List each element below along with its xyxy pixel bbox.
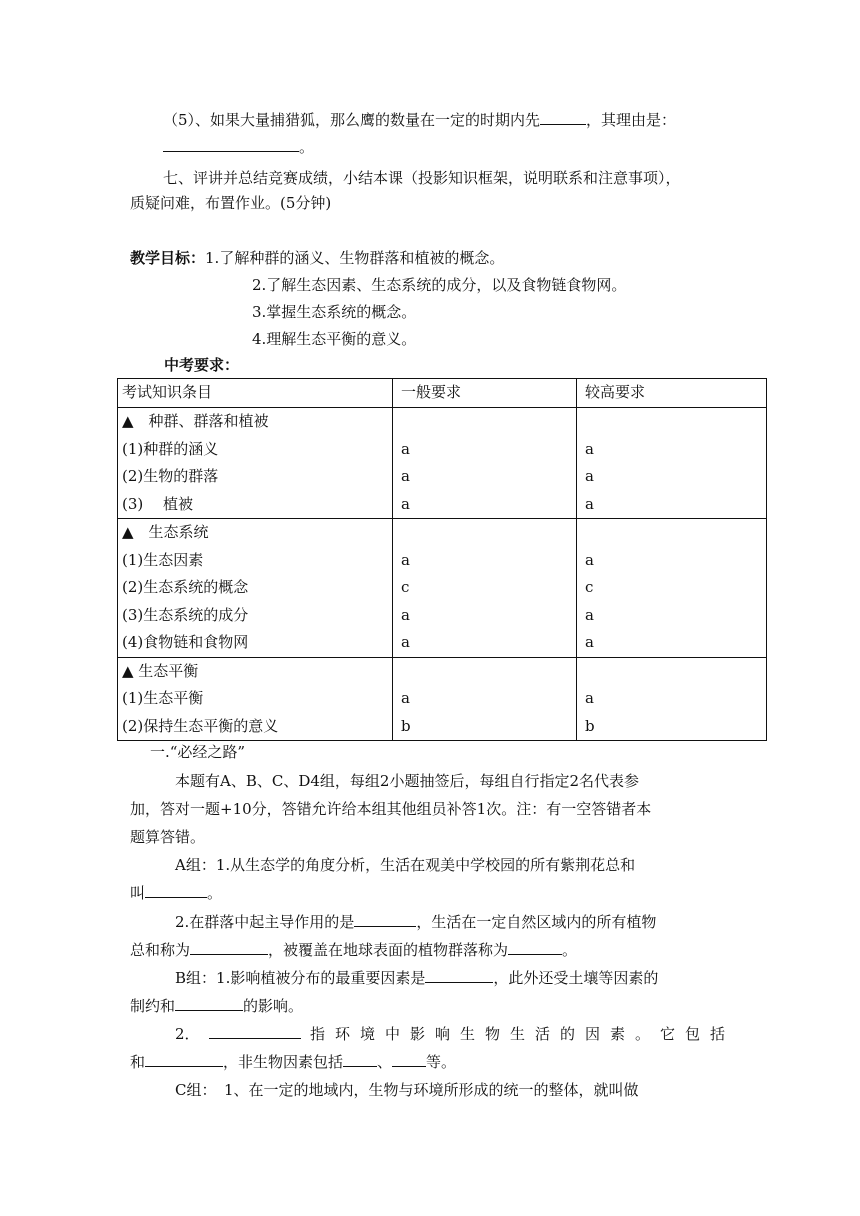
text: ，非生物因素包括 xyxy=(223,1053,344,1071)
table-group-row xyxy=(118,408,767,519)
basic-level: a xyxy=(401,605,410,624)
answer-blank xyxy=(425,968,493,983)
text: ，被覆盖在地球表面的植物群落称为 xyxy=(268,941,509,959)
goals-line1 xyxy=(130,248,504,268)
answer-blank xyxy=(508,940,562,955)
rules-line1: 本题有A、B、C、D4组，每组2小题抽签后，每组自行指定2名代表参 xyxy=(175,772,639,790)
group-basic-cell xyxy=(393,519,577,658)
basic-level: a xyxy=(401,439,410,458)
answer-blank xyxy=(175,996,243,1011)
table-item: (2)生物的群落 xyxy=(122,467,219,485)
group-items-cell xyxy=(118,408,393,519)
answer-blank xyxy=(163,137,299,152)
column-header-item: 考试知识条目 xyxy=(118,379,393,408)
basic-level: a xyxy=(401,550,410,569)
answer-blank xyxy=(354,912,416,927)
group-title: ▲ 生态平衡 xyxy=(122,661,199,680)
column-header-basic: 一般要求 xyxy=(393,379,577,408)
group-high-cell xyxy=(577,408,767,519)
group-basic-cell xyxy=(393,408,577,519)
goal-item: 4.理解生态平衡的意义。 xyxy=(252,330,417,348)
text: B组：1.影响植被分布的最重要因素是 xyxy=(175,969,426,987)
goals-label: 教学目标： xyxy=(130,249,206,267)
question-5-end: 。 xyxy=(299,138,315,156)
high-level: c xyxy=(585,578,594,596)
basic-level: a xyxy=(401,467,410,485)
high-level: a xyxy=(585,689,594,707)
group-b-q1-line2 xyxy=(130,996,303,1016)
table-item: (3)生态系统的成分 xyxy=(122,605,249,624)
text: 和 xyxy=(130,1053,146,1071)
text: 总和称为 xyxy=(130,941,191,959)
basic-level: c xyxy=(401,578,410,596)
table-item: (4)食物链和食物网 xyxy=(122,633,249,651)
text: 制约和 xyxy=(130,997,176,1015)
text: 等。 xyxy=(426,1053,457,1071)
rules-line3: 题算答错。 xyxy=(130,828,206,846)
text: ，生活在一定自然区域内的所有植物 xyxy=(416,913,657,931)
question-5-tail: ，其理由是： xyxy=(586,111,677,129)
high-level: a xyxy=(585,467,594,485)
answer-blank xyxy=(145,1052,223,1067)
high-level: b xyxy=(585,716,595,735)
group-a-q2-line2 xyxy=(130,940,577,960)
group-b-q2-line1 xyxy=(175,1024,735,1044)
group-high-cell xyxy=(577,519,767,658)
text: 。 xyxy=(207,884,223,902)
group-items-cell xyxy=(118,519,393,658)
answer-blank xyxy=(343,1052,377,1067)
group-title: ▲ 生态系统 xyxy=(122,523,209,541)
text: 2． xyxy=(175,1025,200,1043)
basic-level: a xyxy=(401,689,410,707)
text: ，此外还受土壤等因素的 xyxy=(493,969,659,987)
text: 的影响。 xyxy=(243,997,304,1015)
text: 2.在群落中起主导作用的是 xyxy=(175,913,355,931)
goal-item: 1.了解种群的涵义、生物群落和植被的概念。 xyxy=(205,249,505,267)
group-c-q1-line1: C组： 1、在一定的地域内，生物与环境所形成的统一的整体，就叫做 xyxy=(175,1081,639,1099)
high-level: a xyxy=(585,439,594,458)
group-b-q1-line1 xyxy=(175,968,658,988)
high-level: a xyxy=(585,550,594,569)
part1-title: 一.“必经之路” xyxy=(150,743,246,761)
group-a-q1-line2 xyxy=(130,883,222,903)
requirements-table xyxy=(117,378,767,741)
text: 、 xyxy=(377,1053,393,1071)
basic-level: a xyxy=(401,633,410,651)
group-a-q2-line1 xyxy=(175,912,656,932)
table-item: (3) 植被 xyxy=(122,494,194,513)
table-group-row xyxy=(118,657,767,741)
table-item: (1)生态因素 xyxy=(122,550,204,569)
rules-line2: 加，答对一题+10分，答错允许给本组其他组员补答1次。注：有一空答错者本 xyxy=(130,800,652,818)
column-header-high: 较高要求 xyxy=(577,379,767,408)
table-header-row xyxy=(118,379,767,408)
group-b-q2-line2 xyxy=(130,1052,456,1072)
basic-level: a xyxy=(401,494,410,513)
group-items-cell xyxy=(118,657,393,741)
section-7-line2: 质疑问难，布置作业。(5分钟) xyxy=(130,194,332,212)
text: 。 xyxy=(562,941,578,959)
table-group-row xyxy=(118,519,767,658)
group-basic-cell xyxy=(393,657,577,741)
table-item: (1)生态平衡 xyxy=(122,689,204,707)
goal-item: 2.了解生态因素、生态系统的成分，以及食物链食物网。 xyxy=(252,276,627,294)
question-5-line xyxy=(163,110,676,130)
table-item: (2)保持生态平衡的意义 xyxy=(122,716,279,735)
answer-blank xyxy=(145,883,207,898)
group-high-cell xyxy=(577,657,767,741)
goal-item: 3.掌握生态系统的概念。 xyxy=(252,303,417,321)
table-item: (2)生态系统的概念 xyxy=(122,578,249,596)
high-level: a xyxy=(585,605,594,624)
answer-blank xyxy=(392,1052,426,1067)
text: 指环境中影响生物生活的因素。它包括 xyxy=(309,1025,735,1043)
text: 叫 xyxy=(130,884,146,902)
answer-blank xyxy=(209,1024,301,1039)
group-a-q1-line1: A组：1.从生态学的角度分析，生活在观美中学校园的所有紫荆花总和 xyxy=(175,856,636,874)
high-level: a xyxy=(585,494,594,513)
group-title: ▲ 种群、群落和植被 xyxy=(122,412,269,430)
answer-blank xyxy=(540,110,586,125)
table-item: (1)种群的涵义 xyxy=(122,439,219,458)
exam-heading: 中考要求： xyxy=(164,356,240,374)
high-level: a xyxy=(585,633,594,651)
question-5-line2 xyxy=(163,137,314,157)
answer-blank xyxy=(190,940,268,955)
section-7-line1: 七、评讲并总结竞赛成绩，小结本课（投影知识框架，说明联系和注意事项）， xyxy=(163,169,681,187)
basic-level: b xyxy=(401,716,411,735)
question-5-text: （5）、如果大量捕猎狐，那么鹰的数量在一定的时期内先 xyxy=(163,111,541,129)
